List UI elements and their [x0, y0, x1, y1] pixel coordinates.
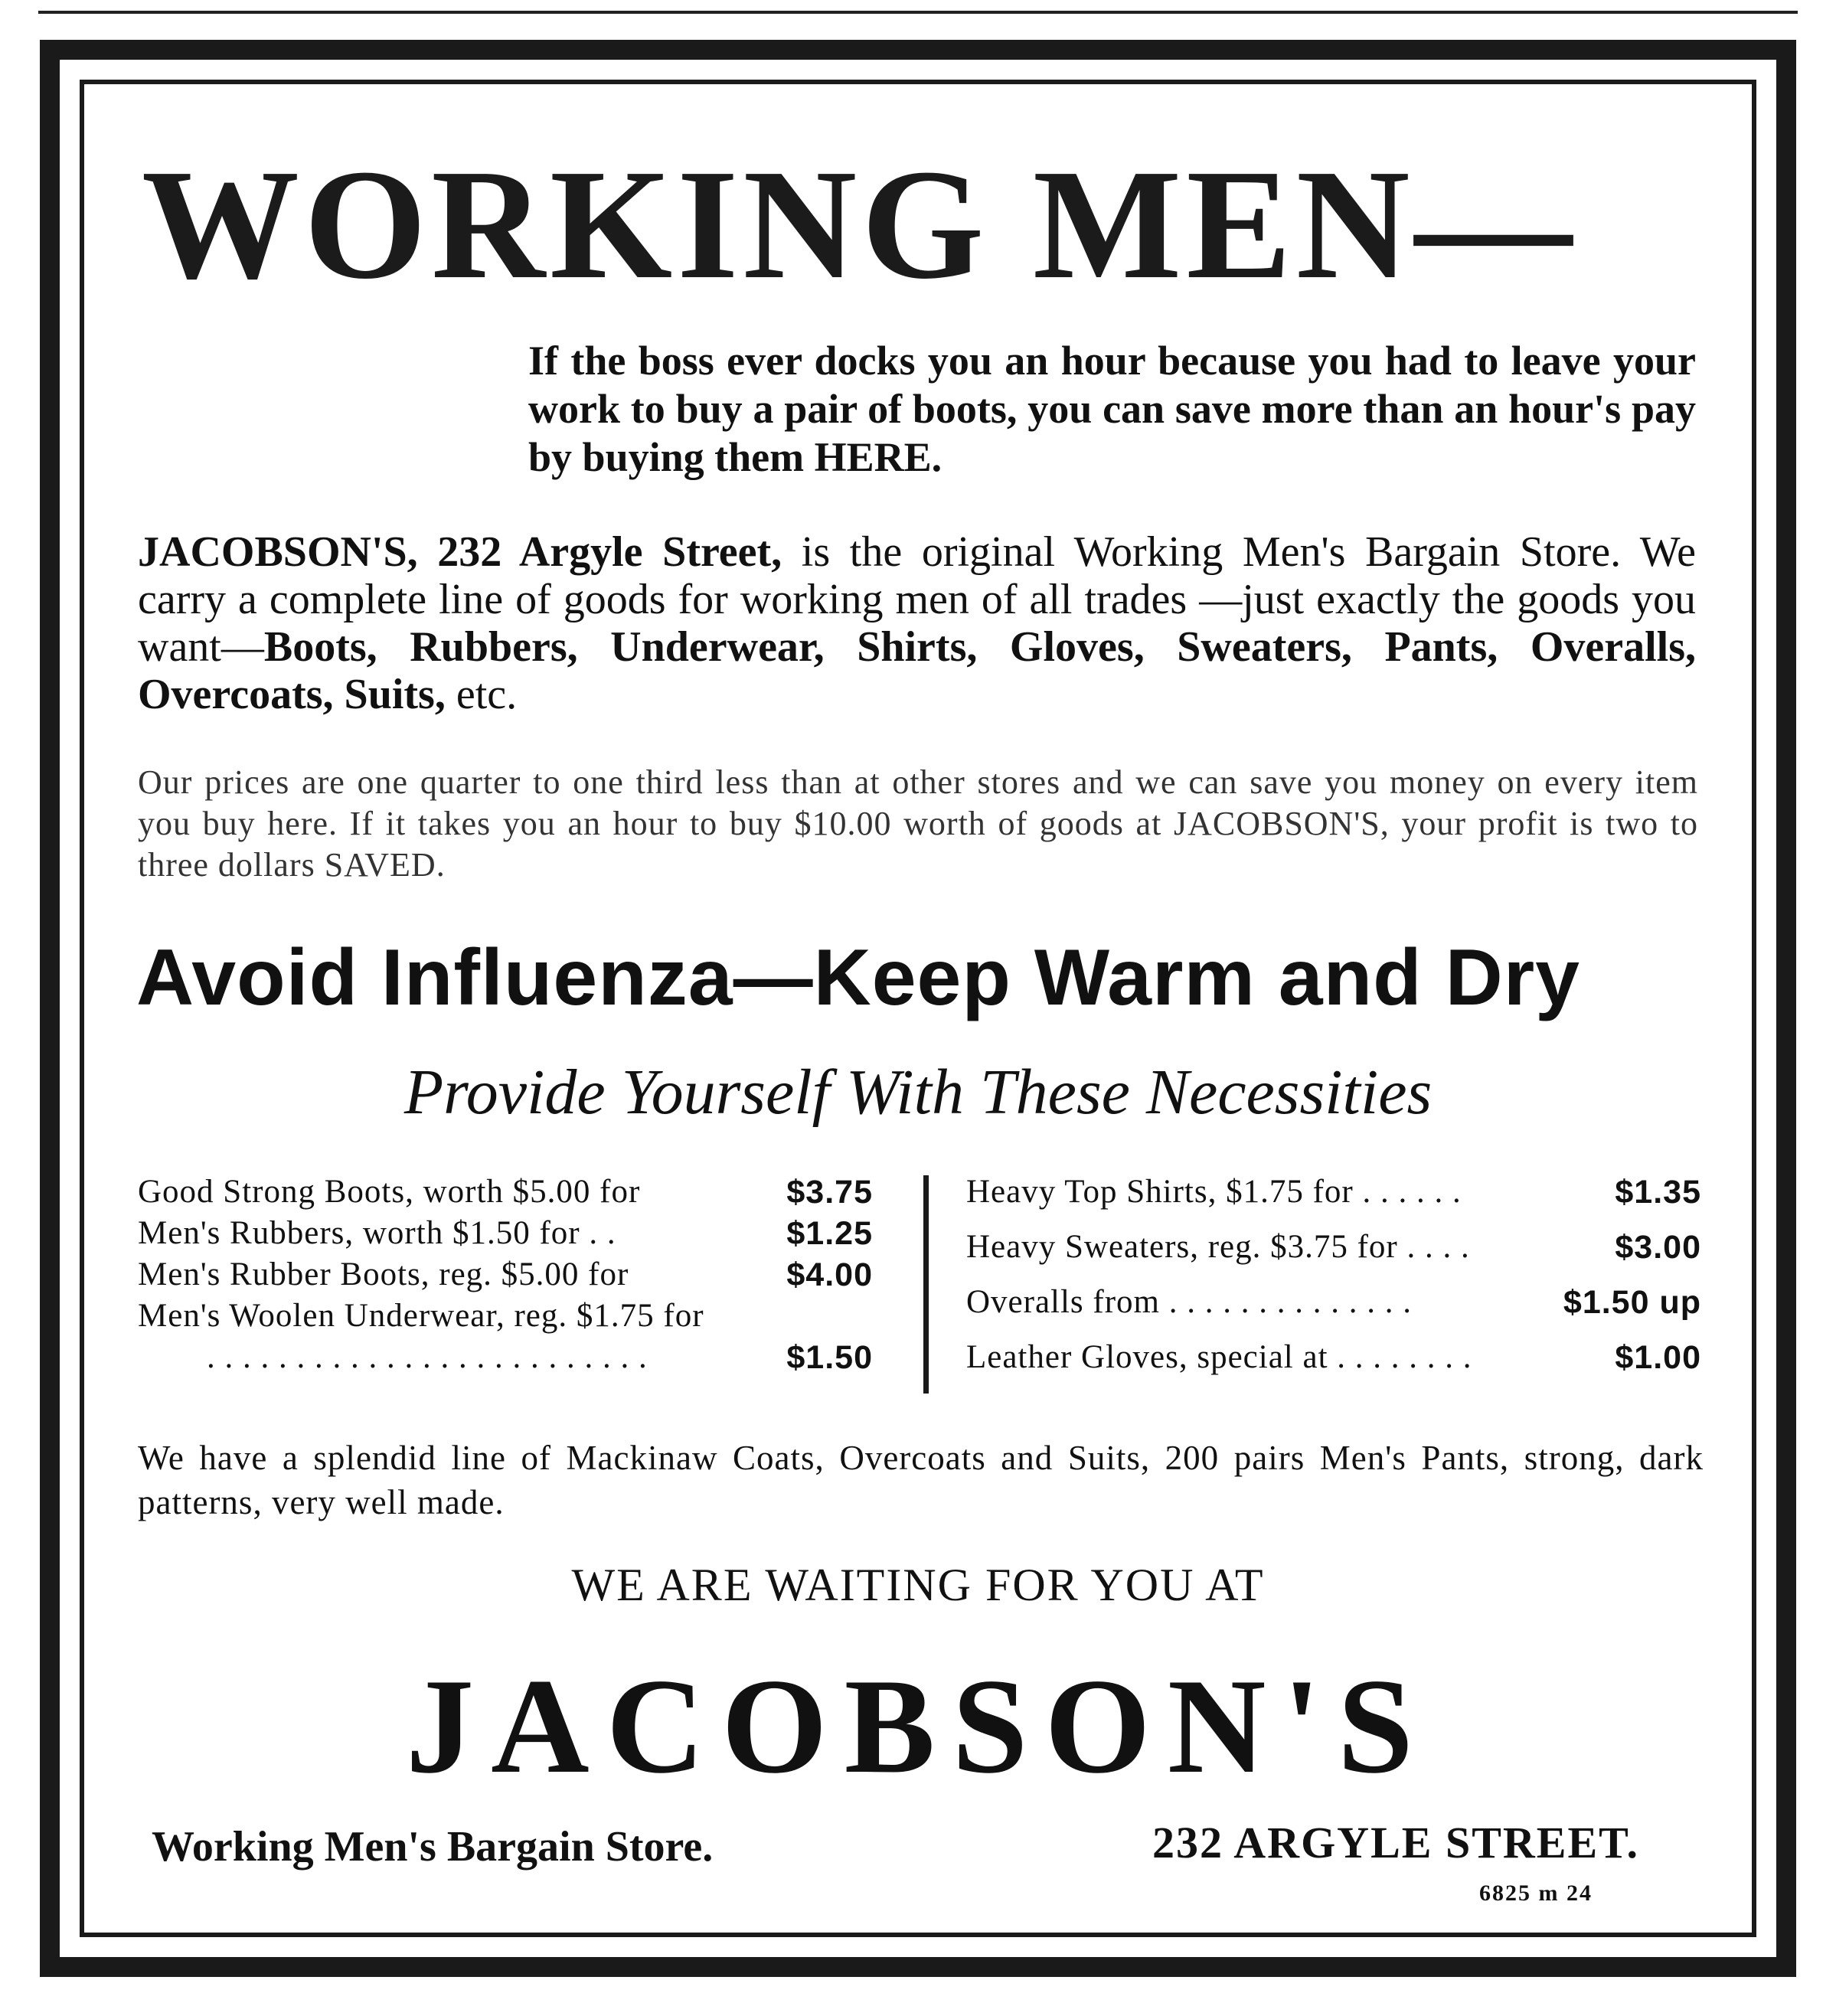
item-label: Leather Gloves, special at . . . . . . . .: [966, 1339, 1472, 1375]
item-label: Heavy Sweaters, reg. $3.75 for . . . .: [966, 1229, 1470, 1265]
store-tagline: Working Men's Bargain Store.: [152, 1823, 714, 1871]
store-etc: etc.: [445, 671, 518, 718]
item-label: Men's Woolen Underwear, reg. $1.75 for: [138, 1298, 704, 1334]
necessities-heading: Provide Yourself With These Necessities: [403, 1057, 1433, 1128]
item-price: $1.50 up: [1563, 1284, 1701, 1321]
price-row: [138, 1337, 873, 1378]
store-goods-list: Boots, Rubbers, Underwear, Shirts, Gloves, Sweaters, Pants, Overalls, Overcoats, Suits,: [138, 623, 1696, 718]
item-price: $3.00: [1615, 1229, 1701, 1266]
item-label: Good Strong Boots, worth $5.00 for: [138, 1174, 641, 1210]
item-price: $1.35: [1615, 1174, 1701, 1211]
item-label: Men's Rubbers, worth $1.50 for . .: [138, 1215, 616, 1251]
column-divider: [923, 1175, 929, 1394]
store-name-address: JACOBSON'S, 232 Argyle Street,: [138, 528, 782, 576]
store-brand-name: JACOBSON'S: [406, 1650, 1430, 1802]
price-list-left: [138, 1171, 873, 1378]
waiting-line: WE ARE WAITING FOR YOU AT: [571, 1560, 1265, 1610]
price-row: [138, 1254, 873, 1296]
price-row: [138, 1296, 873, 1337]
intro-paragraph: If the boss ever docks you an hour because you had to leave your work to buy a pair of boots, you can save more than an hour's pay by buying them HERE.: [528, 338, 1696, 480]
item-price: $1.00: [1615, 1339, 1701, 1376]
item-price: $4.00: [786, 1256, 873, 1293]
price-row: [966, 1171, 1701, 1213]
mackinaw-paragraph: We have a splendid line of Mackinaw Coats, Overcoats and Suits, 200 pairs Men's Pants, strong, dark patterns, very well made.: [138, 1439, 1704, 1521]
top-rule: [38, 11, 1798, 14]
headline: WORKING MEN—: [142, 136, 1577, 312]
store-paragraph: [138, 528, 1696, 718]
price-row: [138, 1213, 873, 1254]
price-row: [966, 1227, 1701, 1268]
price-row: [966, 1337, 1701, 1378]
item-price: $1.25: [786, 1215, 873, 1252]
ad-code: 6825 m 24: [1479, 1880, 1593, 1906]
item-label: . . . . . . . . . . . . . . . . . . . . . . . . .: [207, 1339, 648, 1375]
prices-paragraph: Our prices are one quarter to one third less than at other stores and we can save you money on every item you buy here. If it takes you an hour to buy $10.00 worth of goods at JACOBSON'S, your profit is two to three dollars SAVED.: [138, 763, 1698, 884]
item-label: Overalls from . . . . . . . . . . . . . .: [966, 1284, 1413, 1320]
price-list-right: [966, 1171, 1701, 1392]
item-label: Men's Rubber Boots, reg. $5.00 for: [138, 1256, 629, 1292]
item-price: $1.50: [786, 1339, 873, 1376]
item-price: $3.75: [786, 1174, 873, 1211]
price-row: [966, 1282, 1701, 1323]
store-description: is the original Working Men's Bargain Store. We carry a complete line of goods for working men of all trades —just exactly the goods you want—: [138, 528, 1696, 671]
store-address: 232 ARGYLE STREET.: [1152, 1818, 1640, 1867]
item-label: Heavy Top Shirts, $1.75 for . . . . . .: [966, 1174, 1462, 1210]
price-row: [138, 1171, 873, 1213]
sub-headline: Avoid Influenza—Keep Warm and Dry: [136, 933, 1581, 1022]
